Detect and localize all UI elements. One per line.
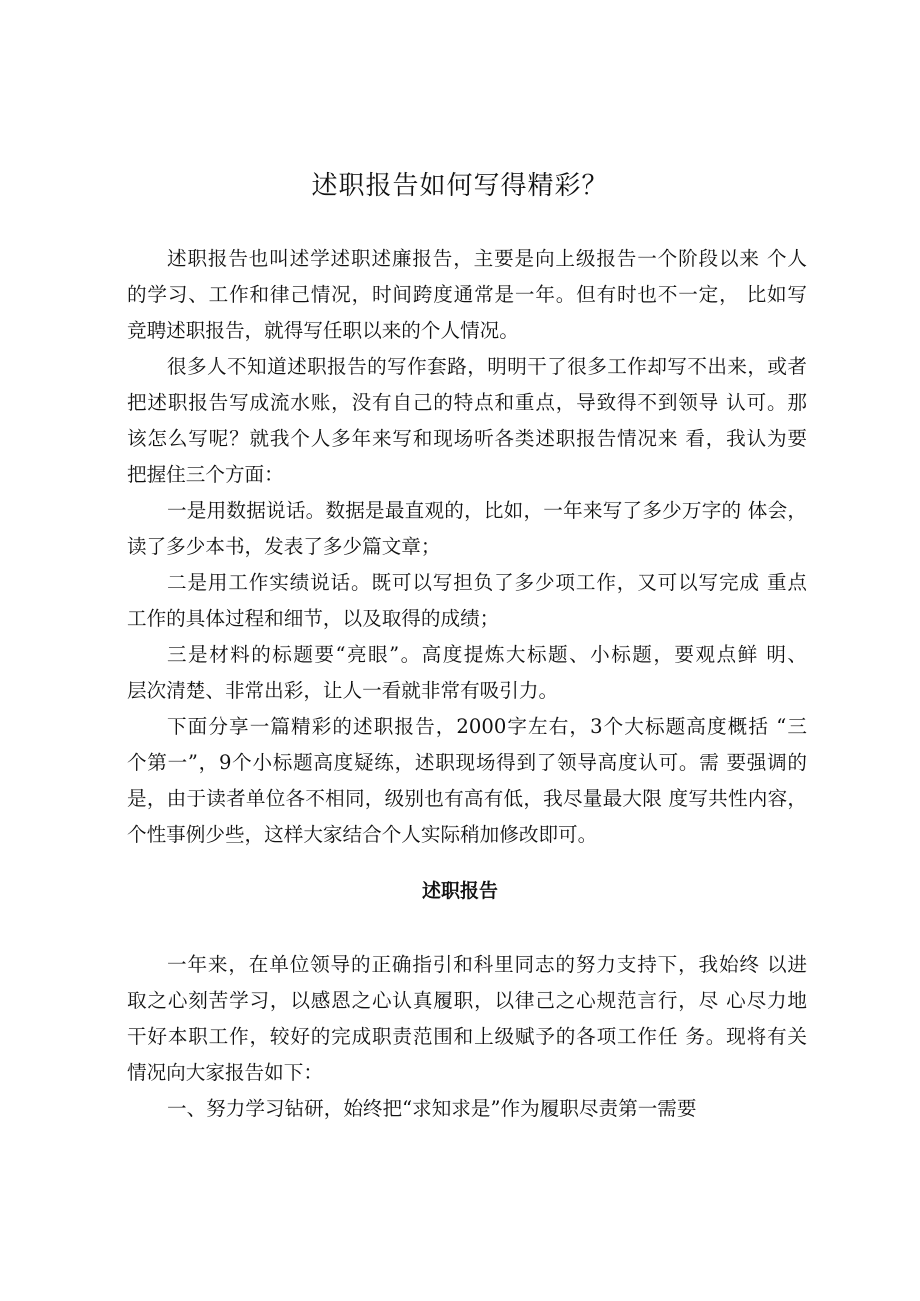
intro-line-11: 工作的具体过程和细节，以及取得的成绩； bbox=[127, 607, 500, 630]
intro-line-17: 个性事例少些，这样大家结合个人实际稍加修改即可。 bbox=[127, 823, 598, 846]
report-line-4: 情况向大家报告如下： bbox=[127, 1061, 323, 1084]
intro-line-3: 竞聘述职报告，就得写任职以来的个人情况。 bbox=[127, 319, 519, 342]
report-line-3: 干好本职工作，较好的完成职责范围和上级赋予的各项工作任 务。现将有关 bbox=[127, 1025, 807, 1048]
intro-line-5: 把述职报告写成流水账，没有自己的特点和重点，导致得不到领导 认可。那 bbox=[127, 391, 807, 414]
intro-line-13: 层次清楚、非常出彩，让人一看就非常有吸引力。 bbox=[127, 679, 559, 702]
intro-line-12: 三是材料的标题要“亮眼”。高度提炼大标题、小标题，要观点鲜 明、 bbox=[167, 643, 807, 666]
intro-line-1: 述职报告也叫述学述职述廉报告，主要是向上级报告一个阶段以来 个人 bbox=[167, 247, 807, 270]
intro-line-15: 个第一”，9个小标题高度疑练，述职现场得到了领导高度认可。需 要强调的 bbox=[127, 751, 807, 774]
intro-line-2: 的学习、工作和律己情况，时间跨度通常是一年。但有时也不一定， 比如写 bbox=[127, 283, 807, 306]
intro-line-8: 一是用数据说话。数据是最直观的，比如，一年来写了多少万字的 体会， bbox=[167, 499, 807, 522]
intro-line-6: 该怎么写呢？就我个人多年来写和现场听各类述职报告情况来 看，我认为要 bbox=[127, 427, 807, 450]
report-heading-1: 一、努力学习钻研，始终把“求知求是”作为履职尽责第一需要 bbox=[167, 1097, 697, 1120]
report-title: 述职报告 bbox=[421, 880, 498, 902]
intro-line-7: 把握住三个方面： bbox=[127, 463, 284, 486]
document-title: 述职报告如何写得精彩？ bbox=[311, 171, 609, 201]
report-line-2: 取之心刻苦学习，以感恩之心认真履职，以律己之心规范言行，尽 心尽力地 bbox=[127, 989, 807, 1012]
intro-line-9: 读了多少本书，发表了多少篇文章； bbox=[127, 535, 441, 558]
intro-line-4: 很多人不知道述职报告的写作套路，明明干了很多工作却写不出来，或者 bbox=[167, 355, 807, 378]
intro-line-14: 下面分享一篇精彩的述职报告，2000字左右，3个大标题高度概括 “三 bbox=[167, 715, 807, 738]
intro-line-16: 是，由于读者单位各不相同，级别也有高有低，我尽量最大限 度写共性内容， bbox=[127, 787, 807, 810]
intro-line-10: 二是用工作实绩说话。既可以写担负了多少项工作，又可以写完成 重点 bbox=[167, 571, 807, 594]
report-line-1: 一年来，在单位领导的正确指引和科里同志的努力支持下，我始终 以进 bbox=[167, 953, 807, 976]
